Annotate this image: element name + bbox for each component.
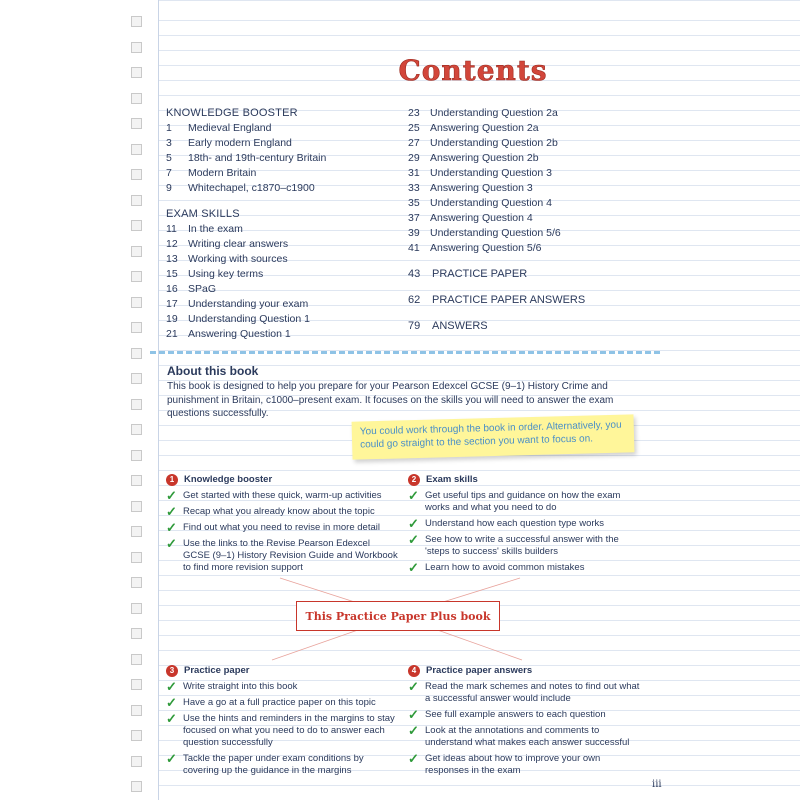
toc-entry-label: Understanding Question 4	[430, 197, 552, 209]
checklist-item-text: Get started with these quick, warm-up activities	[183, 490, 382, 501]
number-badge: 3	[166, 665, 178, 677]
check-icon: ✓	[166, 488, 177, 503]
feature-box-heading	[408, 474, 640, 486]
toc-page-number: 15	[166, 268, 178, 280]
toc-page-number: 79	[408, 320, 421, 332]
feature-box-title: Exam skills	[426, 474, 478, 485]
toc-entry-label: Answering Question 3	[430, 182, 533, 194]
toc-entry-label: 18th- and 19th-century Britain	[188, 152, 327, 164]
checklist-item	[408, 562, 640, 574]
check-icon: ✓	[408, 560, 419, 575]
feature-box-title: Practice paper answers	[426, 665, 533, 676]
feature-box-practice-paper	[166, 665, 398, 781]
page-title: Contents	[398, 54, 548, 87]
toc-entry-label: Answering Question 2a	[430, 122, 539, 134]
toc-page-number: 62	[408, 294, 421, 306]
toc-page-number: 1	[166, 122, 172, 134]
toc-entry-label: Understanding your exam	[188, 298, 309, 310]
checklist-item	[408, 490, 640, 514]
toc-page-number: 11	[166, 223, 177, 235]
check-icon: ✓	[408, 488, 419, 503]
toc-page-number: 41	[408, 242, 420, 254]
toc-page-number: 35	[408, 197, 420, 209]
checklist-item-text: Recap what you already know about the topic	[183, 506, 375, 517]
checklist-item	[408, 753, 640, 777]
check-icon: ✓	[408, 516, 419, 531]
feature-box-title: Practice paper	[184, 665, 250, 676]
check-icon: ✓	[408, 751, 419, 766]
toc-entry-label: ANSWERS	[432, 320, 488, 332]
checklist-item	[166, 522, 398, 534]
feature-box-title: Knowledge booster	[184, 474, 273, 485]
about-heading: About this book	[167, 364, 259, 378]
toc-page-number: 37	[408, 212, 420, 224]
practice-paper-plus-banner: This Practice Paper Plus book	[296, 601, 500, 631]
checklist-item	[408, 709, 640, 721]
number-badge: 1	[166, 474, 178, 486]
toc-page-number: 17	[166, 298, 178, 310]
toc-entry-label: Understanding Question 2a	[430, 107, 558, 119]
check-icon: ✓	[408, 707, 419, 722]
toc-page-number: 31	[408, 167, 420, 179]
toc-page-number: 21	[166, 328, 178, 340]
toc-page-number: 39	[408, 227, 420, 239]
toc-entry-label: Working with sources	[188, 253, 288, 265]
checklist-item-text: Find out what you need to revise in more detail	[183, 522, 380, 533]
checklist-item-text: Read the mark schemes and notes to find out what a successful answer would include	[425, 681, 640, 704]
toc-entry-label: Understanding Question 3	[430, 167, 552, 179]
toc-entry-label: Understanding Question 5/6	[430, 227, 561, 239]
check-icon: ✓	[166, 751, 177, 766]
toc-entry-label: In the exam	[188, 223, 243, 235]
toc-entry-label: Answering Question 4	[430, 212, 533, 224]
toc-page-number: 12	[166, 238, 178, 250]
checklist-item-text: Use the links to the Revise Pearson Edexcel GCSE (9–1) History Revision Guide and Workbook to find more revision support	[183, 538, 398, 573]
toc-page-number: 13	[166, 253, 178, 265]
checklist-item-text: Use the hints and reminders in the margins to stay focused on what you need to do to answer each question successfully	[183, 713, 395, 748]
feature-box-exam-skills	[408, 474, 640, 578]
toc-entry-label: Writing clear answers	[188, 238, 289, 250]
check-icon: ✓	[408, 679, 419, 694]
feature-box-heading	[166, 474, 398, 486]
checklist-item	[408, 681, 640, 705]
checklist-item-text: Learn how to avoid common mistakes	[425, 562, 585, 573]
feature-box-knowledge-booster	[166, 474, 398, 578]
checklist-item-text: Look at the annotations and comments to understand what makes each answer successful	[425, 725, 630, 748]
toc-entry-label: Whitechapel, c1870–c1900	[188, 182, 315, 194]
checklist-item-text: Write straight into this book	[183, 681, 298, 692]
toc-page-number: 3	[166, 137, 172, 149]
check-icon: ✓	[166, 695, 177, 710]
toc-entry-label: Medieval England	[188, 122, 272, 134]
toc-entry-label: Understanding Question 2b	[430, 137, 558, 149]
checklist-item	[166, 697, 398, 709]
toc-page-number: 29	[408, 152, 420, 164]
toc-entry-label: Early modern England	[188, 137, 292, 149]
toc-page-number: 9	[166, 182, 172, 194]
check-icon: ✓	[166, 679, 177, 694]
feature-box-practice-paper-answers	[408, 665, 640, 781]
toc-entry-label: SPaG	[188, 283, 217, 295]
checklist-item-text: Have a go at a full practice paper on this topic	[183, 697, 376, 708]
checklist-item-text: See full example answers to each question	[425, 709, 606, 720]
toc-page-number: 43	[408, 268, 421, 280]
toc-page-number: 33	[408, 182, 420, 194]
number-badge: 2	[408, 474, 420, 486]
toc-entry-label: PRACTICE PAPER	[432, 268, 528, 280]
toc-page-number: 27	[408, 137, 420, 149]
check-icon: ✓	[408, 723, 419, 738]
toc-page-number: 23	[408, 107, 420, 119]
toc-page-number: 7	[166, 167, 172, 179]
toc-entry-label: Answering Question 1	[188, 328, 291, 340]
toc-page-number: 5	[166, 152, 172, 164]
check-icon: ✓	[166, 504, 177, 519]
check-icon: ✓	[166, 711, 177, 726]
toc-page-number: 19	[166, 313, 178, 325]
toc-entry-label: PRACTICE PAPER ANSWERS	[432, 294, 586, 306]
toc-page-number: 25	[408, 122, 420, 134]
toc-entry-label: Answering Question 2b	[430, 152, 539, 164]
checklist-item-text: Understand how each question type works	[425, 518, 605, 529]
checklist-item-text: Tackle the paper under exam conditions by covering up the guidance in the margins	[183, 753, 364, 776]
toc-section-heading-exam: EXAM SKILLS	[166, 208, 240, 220]
checklist-item	[408, 518, 640, 530]
checklist-item	[166, 713, 398, 749]
feature-box-heading	[408, 665, 640, 677]
toc-entry-label: Modern Britain	[188, 167, 257, 179]
toc-entry-label: Using key terms	[188, 268, 264, 280]
checklist-item	[166, 506, 398, 518]
toc-entry-label: Understanding Question 1	[188, 313, 310, 325]
checklist-item	[166, 753, 398, 777]
checklist-item	[408, 534, 640, 558]
toc-page-number: 16	[166, 283, 178, 295]
sticky-note: You could work through the book in order. Alternatively, you could go straight to the section you want to focus on.	[352, 414, 635, 459]
check-icon: ✓	[166, 536, 177, 551]
number-badge: 4	[408, 665, 420, 677]
checklist-item-text: See how to write a successful answer with the 'steps to success' skills builders	[425, 534, 619, 557]
checklist-item-text: Get useful tips and guidance on how the exam works and what you need to do	[425, 490, 621, 513]
page-number: iii	[652, 779, 662, 790]
feature-box-heading	[166, 665, 398, 677]
toc-section-heading-knowledge: KNOWLEDGE BOOSTER	[166, 107, 298, 119]
toc-entry-label: Answering Question 5/6	[430, 242, 542, 254]
checklist-item	[166, 538, 398, 574]
check-icon: ✓	[166, 520, 177, 535]
checklist-item	[166, 490, 398, 502]
checklist-item	[408, 725, 640, 749]
check-icon: ✓	[408, 532, 419, 547]
checklist-item-text: Get ideas about how to improve your own responses in the exam	[425, 753, 601, 776]
checklist-item	[166, 681, 398, 693]
about-text: This book is designed to help you prepare for your Pearson Edexcel GCSE (9–1) History Crime and punishment in Britain, c1000–present exam. It focuses on the skills you will need to answer the exam questions successfully.	[167, 381, 614, 419]
